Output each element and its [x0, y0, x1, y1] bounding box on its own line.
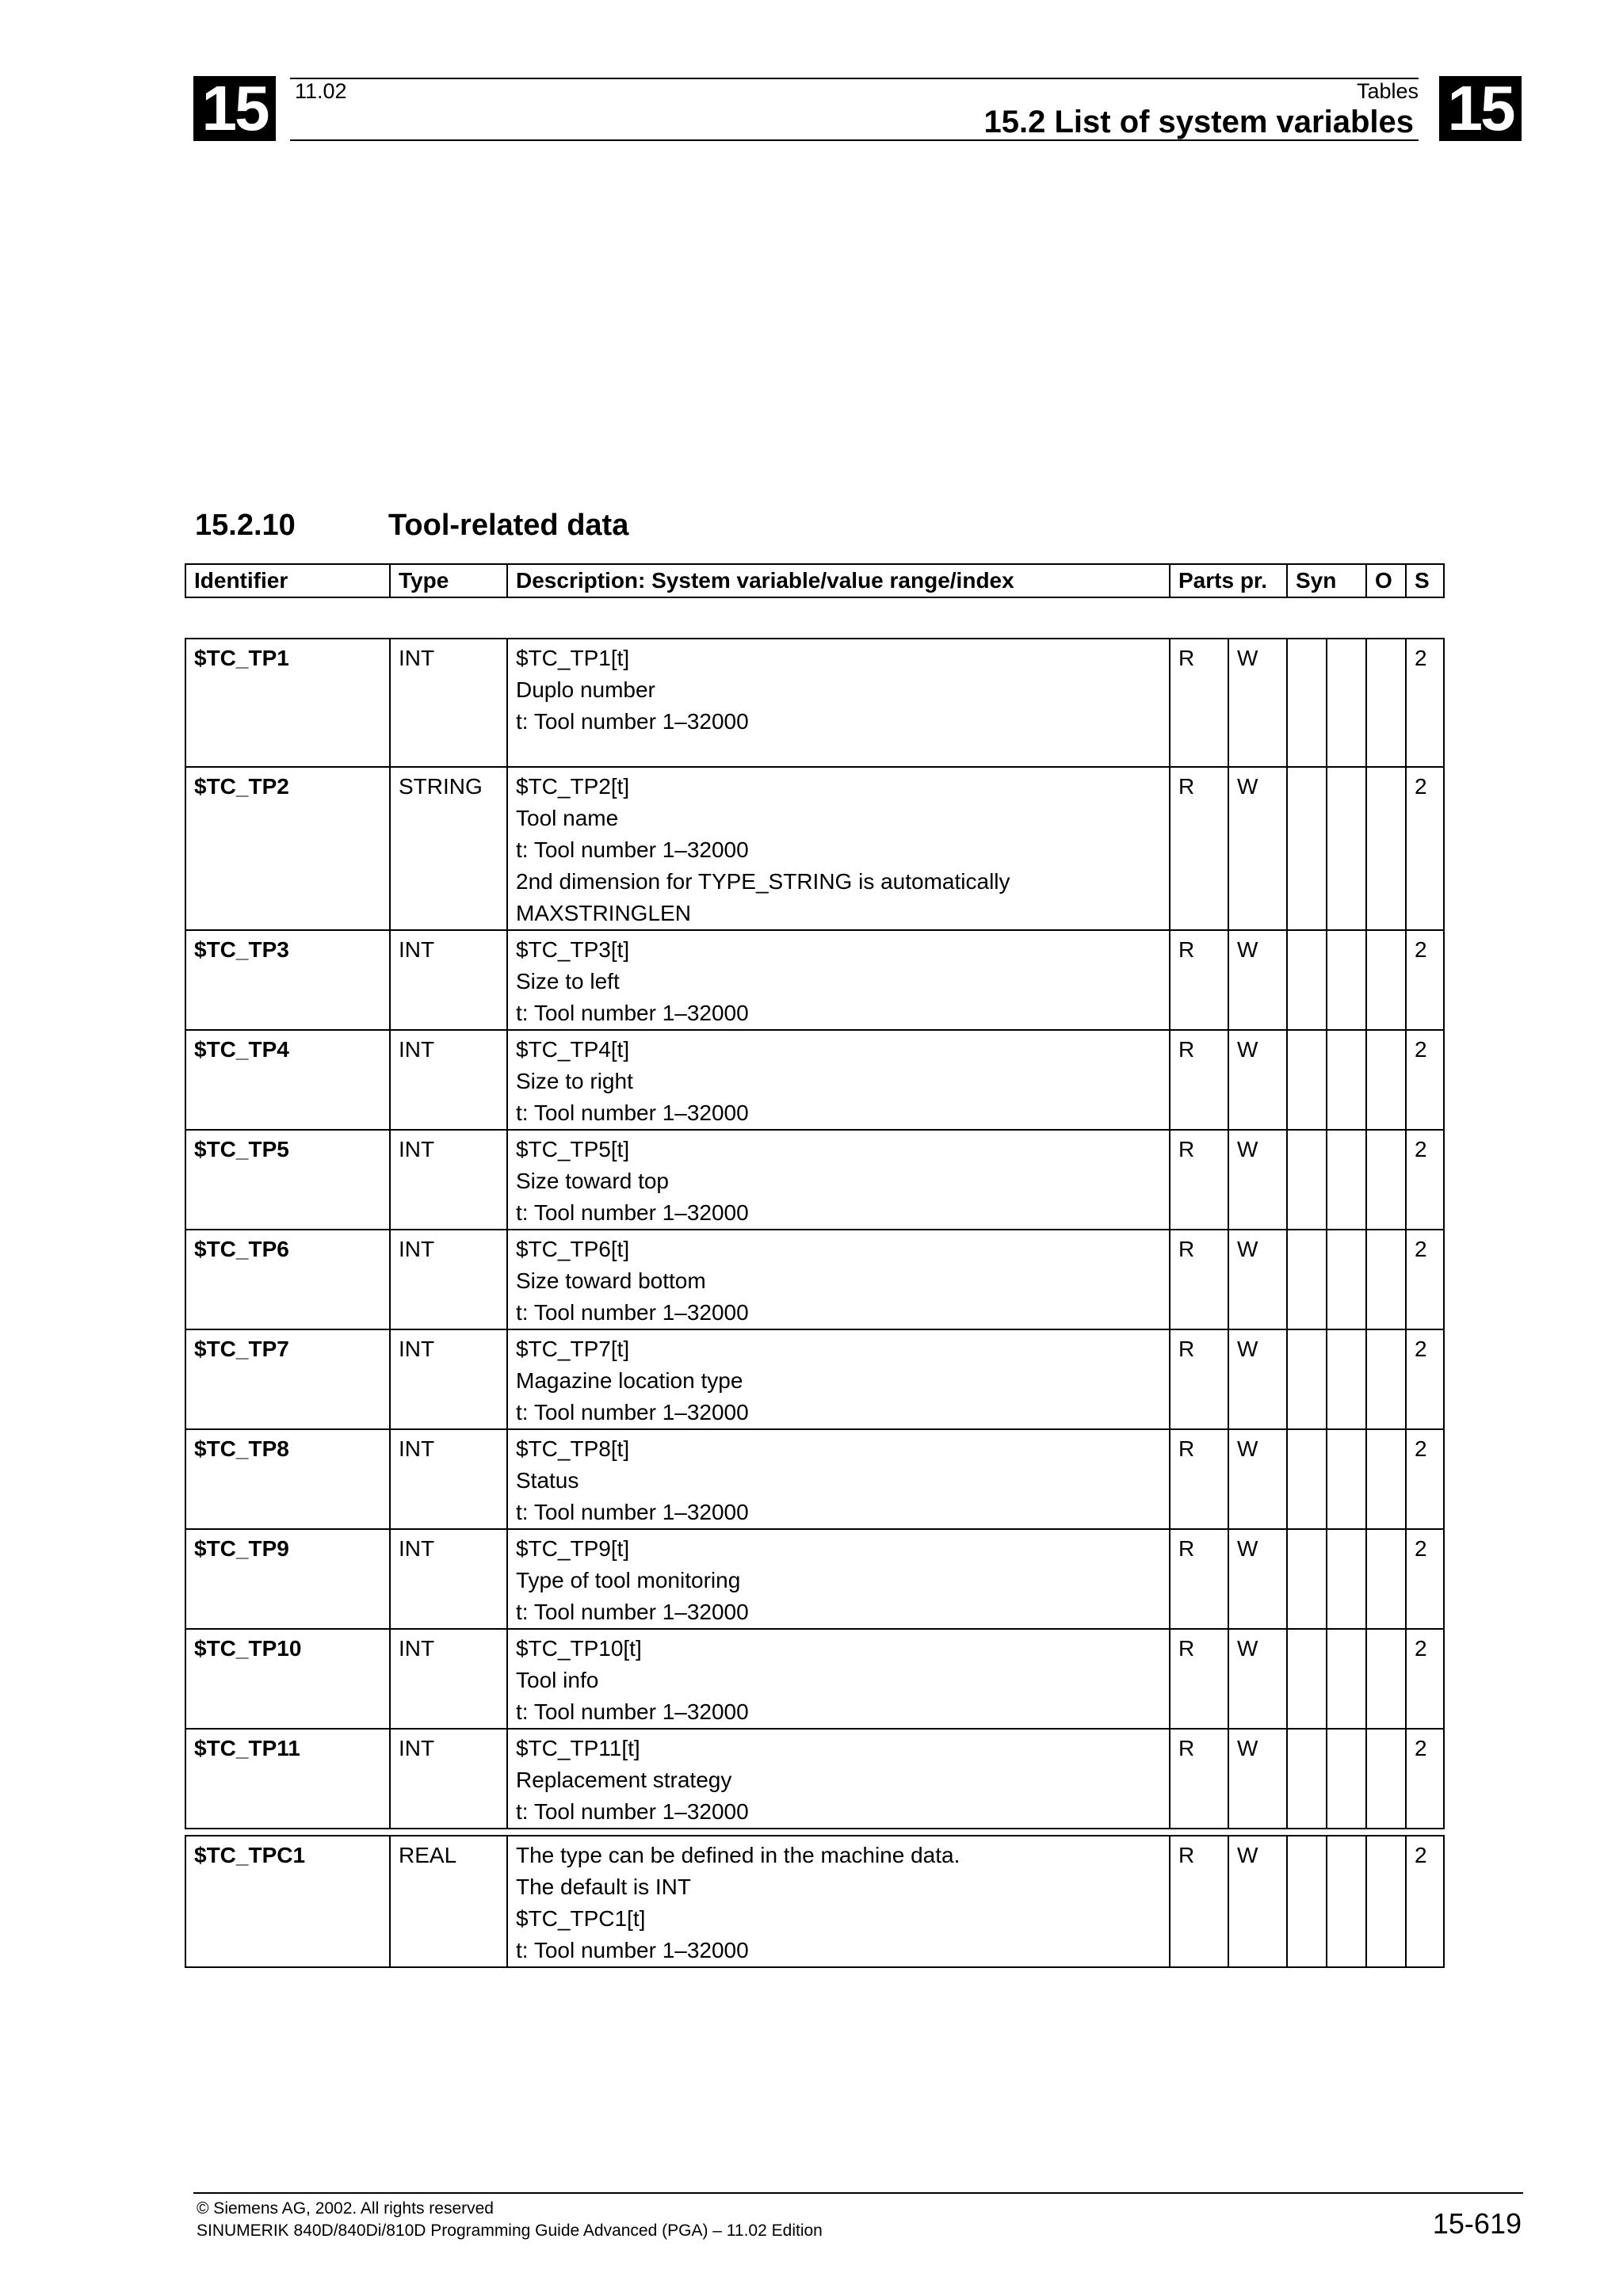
- cell-s: 2: [1406, 1729, 1444, 1829]
- cell-type: INT: [390, 1529, 507, 1629]
- description-line: Size toward top: [516, 1169, 669, 1193]
- description-line: The default is INT: [516, 1875, 691, 1899]
- cell-syn-a: [1287, 1130, 1327, 1230]
- cell-description: [507, 1230, 1170, 1329]
- description-line: Tool name: [516, 806, 619, 830]
- cell-type: INT: [390, 1329, 507, 1429]
- description-line: $TC_TP4[t]: [516, 1037, 630, 1062]
- header-section-label: Tables: [1356, 79, 1419, 103]
- cell-identifier: $TC_TP11: [185, 1729, 390, 1829]
- description-line: t: Tool number 1–32000: [516, 1699, 749, 1724]
- description-line: 2nd dimension for TYPE_STRING is automatically: [516, 869, 1010, 894]
- description-line: Type of tool monitoring: [516, 1568, 741, 1592]
- col-s: S: [1406, 564, 1444, 597]
- cell-identifier: $TC_TP2: [185, 767, 390, 930]
- description-line: t: Tool number 1–32000: [516, 1400, 749, 1425]
- description-line: t: Tool number 1–32000: [516, 1200, 749, 1225]
- cell-description: [507, 1529, 1170, 1629]
- chapter-number-right: 15: [1439, 76, 1522, 141]
- cell-o: [1366, 1529, 1406, 1629]
- cell-read: R: [1170, 1329, 1228, 1429]
- header-title: 15.2 List of system variables: [983, 105, 1414, 139]
- description-line: Tool info: [516, 1668, 599, 1692]
- description-line: Magazine location type: [516, 1368, 743, 1393]
- table-row: [185, 1729, 1444, 1829]
- description-line: Duplo number: [516, 677, 655, 702]
- description-line: t: Tool number 1–32000: [516, 1799, 749, 1824]
- cell-write: W: [1228, 1729, 1287, 1829]
- cell-type: REAL: [390, 1836, 507, 1967]
- description-line: Replacement strategy: [516, 1768, 732, 1792]
- cell-syn-b: [1327, 930, 1366, 1030]
- table-row: [185, 1529, 1444, 1629]
- cell-identifier: $TC_TPC1: [185, 1836, 390, 1967]
- cell-s: 2: [1406, 1030, 1444, 1130]
- cell-type: INT: [390, 1130, 507, 1230]
- cell-type: STRING: [390, 767, 507, 930]
- cell-s: 2: [1406, 1230, 1444, 1329]
- cell-syn-b: [1327, 639, 1366, 767]
- cell-o: [1366, 1329, 1406, 1429]
- description-line: MAXSTRINGLEN: [516, 901, 691, 925]
- cell-description: [507, 1729, 1170, 1829]
- description-line: t: Tool number 1–32000: [516, 1001, 749, 1025]
- chapter-number-left: 15: [193, 76, 276, 141]
- cell-syn-a: [1287, 767, 1327, 930]
- cell-syn-b: [1327, 767, 1366, 930]
- cell-write: W: [1228, 1529, 1287, 1629]
- cell-read: R: [1170, 930, 1228, 1030]
- cell-write: W: [1228, 1836, 1287, 1967]
- cell-syn-b: [1327, 1529, 1366, 1629]
- cell-identifier: $TC_TP10: [185, 1629, 390, 1729]
- cell-type: INT: [390, 639, 507, 767]
- description-line: $TC_TP8[t]: [516, 1436, 630, 1461]
- col-type: Type: [390, 564, 507, 597]
- cell-identifier: $TC_TP8: [185, 1429, 390, 1529]
- footer-copyright: © Siemens AG, 2002. All rights reserved: [197, 2199, 494, 2218]
- cell-type: INT: [390, 1429, 507, 1529]
- cell-identifier: $TC_TP4: [185, 1030, 390, 1130]
- cell-description: [507, 1030, 1170, 1130]
- cell-syn-a: [1287, 639, 1327, 767]
- cell-s: 2: [1406, 1836, 1444, 1967]
- footer-rule: [193, 2192, 1523, 2194]
- col-description: Description: System variable/value range/index: [507, 564, 1170, 597]
- cell-read: R: [1170, 767, 1228, 930]
- header-date: 11.02: [295, 79, 347, 103]
- cell-description: [507, 930, 1170, 1030]
- table-row: [185, 1030, 1444, 1130]
- cell-description: [507, 639, 1170, 767]
- table-row: [185, 639, 1444, 767]
- cell-o: [1366, 1836, 1406, 1967]
- cell-s: 2: [1406, 1429, 1444, 1529]
- cell-write: W: [1228, 1030, 1287, 1130]
- cell-read: R: [1170, 639, 1228, 767]
- cell-type: INT: [390, 1230, 507, 1329]
- cell-write: W: [1228, 930, 1287, 1030]
- description-line: t: Tool number 1–32000: [516, 1600, 749, 1624]
- cell-read: R: [1170, 1130, 1228, 1230]
- header-bottom-rule: [290, 139, 1419, 141]
- cell-identifier: $TC_TP9: [185, 1529, 390, 1629]
- cell-write: W: [1228, 639, 1287, 767]
- cell-description: [507, 1329, 1170, 1429]
- table-row: [185, 1230, 1444, 1329]
- description-line: $TC_TP6[t]: [516, 1237, 630, 1261]
- description-line: t: Tool number 1–32000: [516, 1500, 749, 1524]
- cell-syn-a: [1287, 1230, 1327, 1329]
- cell-description: [507, 767, 1170, 930]
- description-line: $TC_TP10[t]: [516, 1636, 642, 1661]
- cell-syn-a: [1287, 1329, 1327, 1429]
- description-line: t: Tool number 1–32000: [516, 709, 749, 734]
- cell-type: INT: [390, 1629, 507, 1729]
- description-line: Size to right: [516, 1069, 633, 1093]
- cell-write: W: [1228, 1329, 1287, 1429]
- section-title: Tool-related data: [388, 509, 629, 542]
- column-header-table: [185, 563, 1445, 598]
- description-line: t: Tool number 1–32000: [516, 837, 749, 862]
- cell-syn-b: [1327, 1329, 1366, 1429]
- description-line: $TC_TP1[t]: [516, 646, 630, 670]
- col-parts: Parts pr.: [1170, 564, 1287, 597]
- cell-identifier: $TC_TP5: [185, 1130, 390, 1230]
- cell-syn-a: [1287, 1729, 1327, 1829]
- cell-read: R: [1170, 1629, 1228, 1729]
- cell-s: 2: [1406, 1130, 1444, 1230]
- col-identifier: Identifier: [185, 564, 390, 597]
- cell-read: R: [1170, 1529, 1228, 1629]
- cell-identifier: $TC_TP6: [185, 1230, 390, 1329]
- cell-syn-a: [1287, 1629, 1327, 1729]
- cell-s: 2: [1406, 1629, 1444, 1729]
- col-o: O: [1366, 564, 1406, 597]
- cell-syn-b: [1327, 1429, 1366, 1529]
- cell-type: INT: [390, 1729, 507, 1829]
- table-row: [185, 930, 1444, 1030]
- cell-read: R: [1170, 1230, 1228, 1329]
- cell-read: R: [1170, 1429, 1228, 1529]
- cell-syn-a: [1287, 1836, 1327, 1967]
- cell-syn-b: [1327, 1230, 1366, 1329]
- cell-write: W: [1228, 1429, 1287, 1529]
- cell-write: W: [1228, 767, 1287, 930]
- cell-s: 2: [1406, 930, 1444, 1030]
- description-line: $TC_TP2[t]: [516, 774, 630, 799]
- cell-syn-b: [1327, 1130, 1366, 1230]
- table-row: [185, 1836, 1444, 1967]
- table-row: [185, 1629, 1444, 1729]
- col-syn: Syn: [1287, 564, 1366, 597]
- cell-identifier: $TC_TP1: [185, 639, 390, 767]
- cell-identifier: $TC_TP7: [185, 1329, 390, 1429]
- cell-o: [1366, 767, 1406, 930]
- cell-read: R: [1170, 1836, 1228, 1967]
- cell-s: 2: [1406, 1529, 1444, 1629]
- cell-o: [1366, 1429, 1406, 1529]
- description-line: t: Tool number 1–32000: [516, 1938, 749, 1962]
- cell-o: [1366, 1130, 1406, 1230]
- cell-syn-b: [1327, 1729, 1366, 1829]
- description-line: Size to left: [516, 969, 620, 994]
- description-line: Status: [516, 1468, 579, 1493]
- cell-syn-b: [1327, 1030, 1366, 1130]
- table-row: [185, 1329, 1444, 1429]
- footer-guide-title: SINUMERIK 840D/840Di/810D Programming Guide Advanced (PGA) – 11.02 Edition: [197, 2222, 823, 2240]
- cell-o: [1366, 1629, 1406, 1729]
- cell-description: [507, 1629, 1170, 1729]
- cell-read: R: [1170, 1030, 1228, 1130]
- description-line: $TC_TP9[t]: [516, 1536, 630, 1561]
- cell-type: INT: [390, 930, 507, 1030]
- cell-o: [1366, 1030, 1406, 1130]
- cell-description: [507, 1429, 1170, 1529]
- cell-read: R: [1170, 1729, 1228, 1829]
- cell-write: W: [1228, 1629, 1287, 1729]
- section-number: 15.2.10: [195, 509, 296, 542]
- cell-o: [1366, 1230, 1406, 1329]
- description-line: $TC_TP7[t]: [516, 1337, 630, 1361]
- description-line: t: Tool number 1–32000: [516, 1100, 749, 1125]
- page-number: 15-619: [1432, 2207, 1522, 2240]
- cell-description: [507, 1130, 1170, 1230]
- cell-o: [1366, 1729, 1406, 1829]
- variables-table: [185, 638, 1445, 1829]
- cell-description: [507, 1836, 1170, 1967]
- table-row: [185, 1130, 1444, 1230]
- description-line: $TC_TP5[t]: [516, 1137, 630, 1161]
- description-line: Size toward bottom: [516, 1268, 706, 1293]
- description-line: The type can be defined in the machine data.: [516, 1843, 960, 1867]
- description-line: $TC_TP3[t]: [516, 937, 630, 962]
- cell-o: [1366, 930, 1406, 1030]
- cell-syn-a: [1287, 930, 1327, 1030]
- cell-write: W: [1228, 1130, 1287, 1230]
- cell-syn-a: [1287, 1429, 1327, 1529]
- description-line: $TC_TP11[t]: [516, 1736, 640, 1760]
- cell-write: W: [1228, 1230, 1287, 1329]
- table-row: [185, 767, 1444, 930]
- table-row: [185, 1429, 1444, 1529]
- cell-o: [1366, 639, 1406, 767]
- cell-identifier: $TC_TP3: [185, 930, 390, 1030]
- cell-s: 2: [1406, 1329, 1444, 1429]
- cell-syn-b: [1327, 1836, 1366, 1967]
- cell-s: 2: [1406, 767, 1444, 930]
- cell-type: INT: [390, 1030, 507, 1130]
- cell-syn-a: [1287, 1529, 1327, 1629]
- description-line: $TC_TPC1[t]: [516, 1906, 646, 1931]
- cell-syn-a: [1287, 1030, 1327, 1130]
- header-top-rule: [290, 78, 1419, 79]
- description-line: t: Tool number 1–32000: [516, 1300, 749, 1325]
- cell-s: 2: [1406, 639, 1444, 767]
- tpc-table: [185, 1835, 1445, 1968]
- cell-syn-b: [1327, 1629, 1366, 1729]
